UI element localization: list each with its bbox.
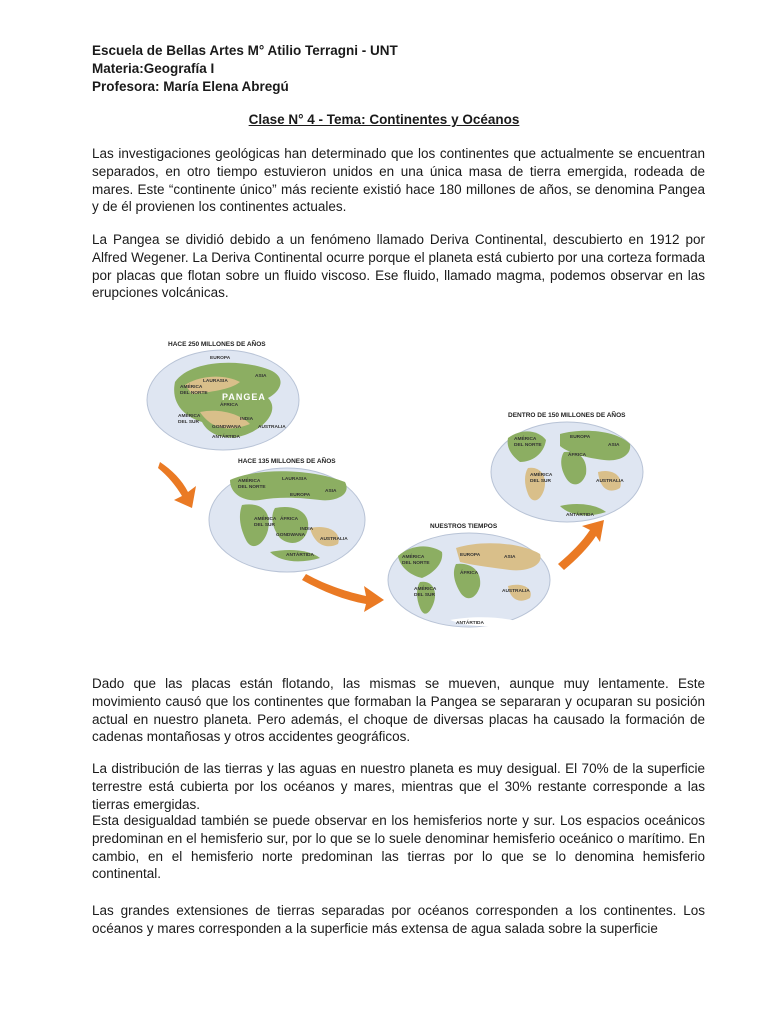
paragraph-intro: Las investigaciones geológicas han determinado que los continentes que actualmente se encuentran separados, en otro tiempo estuvieron unidos en una única masa de tierra emergida, rodeada de mares. Este “continente único” más reciente existió hace 180 millones de años, se denomina Pangea y de él provienen los continentes actuales. xyxy=(92,146,705,215)
paragraph-hemisferios: Esta desigualdad también se puede observar en los hemisferios norte y sur. Los espacios oceánicos predominan en el hemisferio sur, por lo que se lo suele denominar hemisferio oceánico o marítimo. En cambio, en el hemisferio norte predominan las tierras por lo que se lo denomina hemisferio continental. xyxy=(92,813,705,882)
subject-line: Materia:Geografía I xyxy=(92,61,215,76)
globe-future xyxy=(491,410,643,522)
map-label: ÁFRICA xyxy=(460,571,479,576)
map-label: GONDWANA xyxy=(276,533,306,538)
map-label: INDIA xyxy=(300,527,314,532)
map-label: LAURASIA xyxy=(282,477,307,482)
map-label: AMÉRICA xyxy=(180,385,203,390)
map-label: AMÉRICA xyxy=(178,414,201,419)
caption-135: HACE 135 MILLONES DE AÑOS xyxy=(238,458,336,465)
map-label: AUSTRALIA xyxy=(258,425,286,430)
map-label: DEL SUR xyxy=(178,420,199,425)
map-label: ÁFRICA xyxy=(280,517,299,522)
map-label: EUROPA xyxy=(570,435,591,440)
map-label: EUROPA xyxy=(290,493,311,498)
map-label: ÁFRICA xyxy=(568,453,587,458)
pangea-label: PANGEA xyxy=(222,392,266,402)
map-label: AUSTRALIA xyxy=(320,537,348,542)
paragraph-deriva: La Pangea se dividió debido a un fenómeno llamado Deriva Continental, descubierto en 1912 por Alfred Wegener. La Deriva Continental ocurre porque el planeta está cubierto por una corteza formada por placas que flotan sobre un fluido viscoso. Ese fluido, llamado magma, podemos observar en las erupciones volcánicas. xyxy=(92,232,705,301)
map-label: AMÉRICA xyxy=(414,587,437,592)
map-label: DEL NORTE xyxy=(238,485,266,490)
map-label: ASIA xyxy=(504,555,516,560)
arrow-2 xyxy=(302,574,384,612)
globe-present xyxy=(388,523,550,627)
map-label: DEL SUR xyxy=(254,523,275,528)
map-label: AMÉRICA xyxy=(402,555,425,560)
map-label: INDIA xyxy=(240,417,254,422)
caption-future: DENTRO DE 150 MILLONES DE AÑOS xyxy=(508,412,626,419)
map-label: ANTÁRTIDA xyxy=(212,435,240,440)
paragraph-continentes: Las grandes extensiones de tierras separadas por océanos corresponden a los continentes. Los océanos y mares corresponden a la superficie más extensa de agua salada sobre la superficie xyxy=(92,903,705,936)
map-label: DEL SUR xyxy=(530,479,551,484)
map-label: AMÉRICA xyxy=(530,473,553,478)
teacher-line: Profesora: María Elena Abregú xyxy=(92,79,289,94)
map-label: DEL SUR xyxy=(414,593,435,598)
map-label: ANTÁRTIDA xyxy=(566,513,594,518)
globe-135-million xyxy=(209,456,365,572)
map-label: ASIA xyxy=(255,374,267,379)
paragraph-movimiento: Dado que las placas están flotando, las mismas se mueven, aunque muy lentamente. Este movimiento causó que los continentes que formaban la Pangea se separaran y ocuparan su posición actual en nuestro planeta. Pero además, el choque de diversas placas ha causado la formación de cadenas montañosas y otros accidentes geográficos. xyxy=(92,676,705,745)
map-label: DEL NORTE xyxy=(514,443,542,448)
map-label: GONDWANA xyxy=(212,425,242,430)
map-label: ÁFRICA xyxy=(220,403,239,408)
continental-drift-figure xyxy=(130,330,660,635)
map-label: AMÉRICA xyxy=(514,437,537,442)
arrow-3 xyxy=(558,520,604,570)
caption-250: HACE 250 MILLONES DE AÑOS xyxy=(168,341,266,348)
map-label: ASIA xyxy=(608,443,620,448)
globe-250-million xyxy=(147,339,299,450)
map-label: AUSTRALIA xyxy=(502,589,530,594)
map-label: LAURASIA xyxy=(203,379,228,384)
page-title: Clase N° 4 - Tema: Continentes y Océanos xyxy=(248,112,520,127)
map-label: DEL NORTE xyxy=(402,561,430,566)
map-label: AMÉRICA xyxy=(238,479,261,484)
school-name: Escuela de Bellas Artes M° Atilio Terragni - UNT xyxy=(92,43,398,58)
caption-present: NUESTROS TIEMPOS xyxy=(430,523,498,530)
map-label: AUSTRALIA xyxy=(596,479,624,484)
map-label: AMÉRICA xyxy=(254,517,277,522)
map-label: ASIA xyxy=(325,489,337,494)
map-label: EUROPA xyxy=(460,553,481,558)
map-label: ANTÁRTIDA xyxy=(286,553,314,558)
map-label: ANTÁRTIDA xyxy=(456,621,484,626)
arrow-1 xyxy=(158,462,196,508)
map-label: DEL NORTE xyxy=(180,391,208,396)
map-label: EUROPA xyxy=(210,356,231,361)
paragraph-distribucion: La distribución de las tierras y las aguas en nuestro planeta es muy desigual. El 70% de la superficie terrestre está cubierta por los océanos y mares, mientras que el 30% restante corresponde a las tierras emergidas. xyxy=(92,761,705,812)
